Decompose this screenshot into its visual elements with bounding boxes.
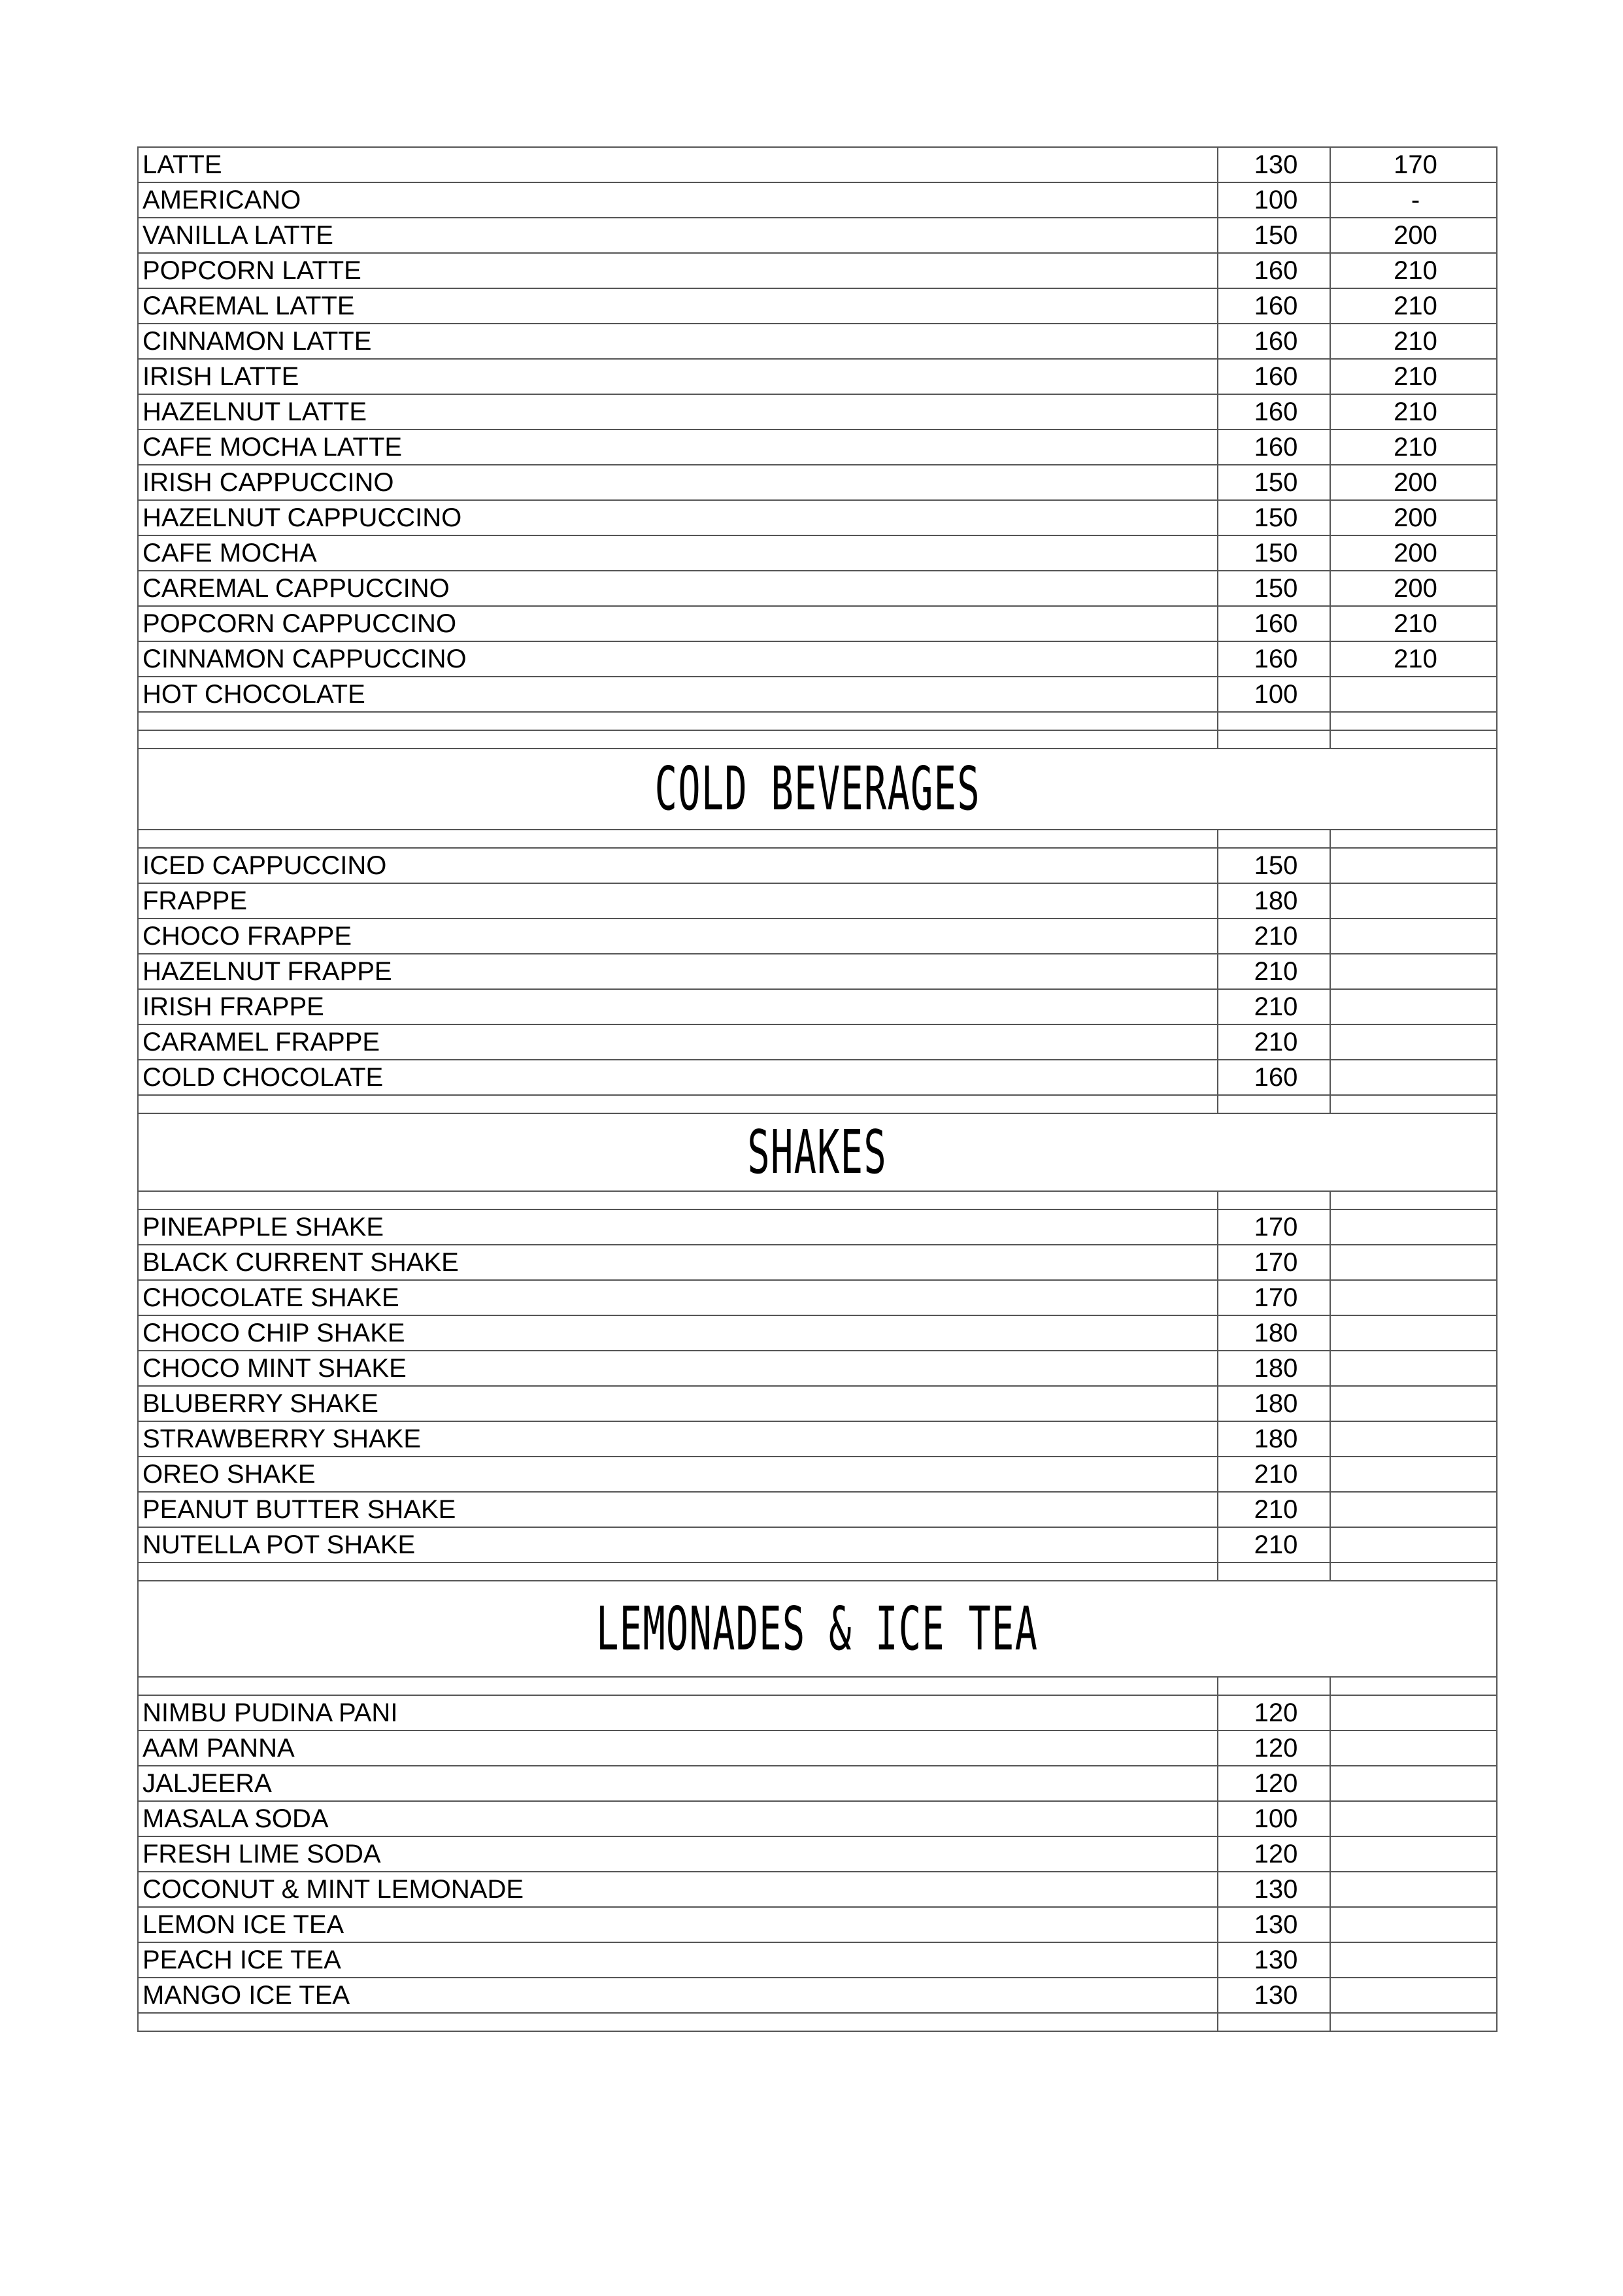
item-price-regular: 160 xyxy=(1218,253,1330,288)
item-price-regular: 160 xyxy=(1218,359,1330,394)
item-price-large: 200 xyxy=(1330,218,1497,253)
item-price: 170 xyxy=(1218,1245,1330,1280)
menu-row xyxy=(138,1457,1497,1492)
section-heading-cell xyxy=(138,1113,1497,1191)
item-price-regular: 160 xyxy=(1218,606,1330,641)
menu-row xyxy=(138,1801,1497,1836)
item-price-regular: 100 xyxy=(1218,677,1330,712)
item-price-regular: 150 xyxy=(1218,218,1330,253)
item-price: 170 xyxy=(1218,1280,1330,1315)
item-price-large: 210 xyxy=(1330,253,1497,288)
menu-row xyxy=(138,1836,1497,1872)
menu-row xyxy=(138,1730,1497,1766)
item-price-regular: 100 xyxy=(1218,182,1330,218)
menu-row xyxy=(138,535,1497,571)
menu-row xyxy=(138,1978,1497,2013)
menu-row xyxy=(138,1942,1497,1978)
item-price: 180 xyxy=(1218,1351,1330,1386)
menu-row xyxy=(138,606,1497,641)
section-heading-shakes: SHAKES xyxy=(747,1117,888,1187)
menu-row xyxy=(138,919,1497,954)
item-price: 120 xyxy=(1218,1695,1330,1730)
menu-row xyxy=(138,1280,1497,1315)
empty-row xyxy=(138,830,1497,848)
item-price-large xyxy=(1330,677,1497,712)
item-name: POPCORN LATTE xyxy=(138,253,1218,288)
item-price: 130 xyxy=(1218,1872,1330,1907)
item-price: 180 xyxy=(1218,883,1330,919)
empty-row xyxy=(138,1677,1497,1695)
item-name: VANILLA LATTE xyxy=(138,218,1218,253)
item-name: HOT CHOCOLATE xyxy=(138,677,1218,712)
item-price-regular: 160 xyxy=(1218,430,1330,465)
menu-row xyxy=(138,394,1497,430)
item-name: PEANUT BUTTER SHAKE xyxy=(138,1492,1218,1527)
item-name: IRISH CAPPUCCINO xyxy=(138,465,1218,500)
item-name: IRISH LATTE xyxy=(138,359,1218,394)
menu-row xyxy=(138,1421,1497,1457)
menu-table-body xyxy=(138,147,1497,2031)
item-name: LATTE xyxy=(138,147,1218,182)
item-price-regular: 160 xyxy=(1218,394,1330,430)
item-name: LEMON ICE TEA xyxy=(138,1907,1218,1942)
item-price: 130 xyxy=(1218,1942,1330,1978)
empty-row xyxy=(138,1191,1497,1209)
item-name: CAREMAL LATTE xyxy=(138,288,1218,324)
item-price: 180 xyxy=(1218,1386,1330,1421)
item-name: CHOCO FRAPPE xyxy=(138,919,1218,954)
menu-row xyxy=(138,1766,1497,1801)
item-name: NIMBU PUDINA PANI xyxy=(138,1695,1218,1730)
item-price-regular: 160 xyxy=(1218,641,1330,677)
menu-row xyxy=(138,641,1497,677)
menu-row xyxy=(138,430,1497,465)
menu-row xyxy=(138,1060,1497,1095)
item-name: MANGO ICE TEA xyxy=(138,1978,1218,2013)
item-name: HAZELNUT FRAPPE xyxy=(138,954,1218,989)
item-price-large: 210 xyxy=(1330,641,1497,677)
item-price: 210 xyxy=(1218,954,1330,989)
item-price-regular: 150 xyxy=(1218,465,1330,500)
section-heading-cold-beverages: COLD BEVERAGES xyxy=(654,754,980,824)
empty-row xyxy=(138,1562,1497,1581)
item-name: OREO SHAKE xyxy=(138,1457,1218,1492)
item-name: CHOCO CHIP SHAKE xyxy=(138,1315,1218,1351)
item-name: FRAPPE xyxy=(138,883,1218,919)
menu-row xyxy=(138,1315,1497,1351)
menu-row xyxy=(138,1386,1497,1421)
item-price: 120 xyxy=(1218,1766,1330,1801)
item-price: 180 xyxy=(1218,1315,1330,1351)
menu-row xyxy=(138,288,1497,324)
item-price: 210 xyxy=(1218,1527,1330,1562)
item-price: 210 xyxy=(1218,919,1330,954)
menu-row xyxy=(138,218,1497,253)
item-name: JALJEERA xyxy=(138,1766,1218,1801)
item-price-large: 200 xyxy=(1330,535,1497,571)
item-price-regular: 150 xyxy=(1218,571,1330,606)
item-name: PINEAPPLE SHAKE xyxy=(138,1209,1218,1245)
item-name: AMERICANO xyxy=(138,182,1218,218)
menu-row xyxy=(138,1695,1497,1730)
menu-row xyxy=(138,500,1497,535)
item-name: FRESH LIME SODA xyxy=(138,1836,1218,1872)
item-price-large: 170 xyxy=(1330,147,1497,182)
item-price-large: 210 xyxy=(1330,606,1497,641)
item-price-large: 210 xyxy=(1330,430,1497,465)
item-name: ICED CAPPUCCINO xyxy=(138,848,1218,883)
item-price-regular: 130 xyxy=(1218,147,1330,182)
item-name: CINNAMON CAPPUCCINO xyxy=(138,641,1218,677)
menu-row xyxy=(138,677,1497,712)
item-price-regular: 150 xyxy=(1218,535,1330,571)
item-name: AAM PANNA xyxy=(138,1730,1218,1766)
item-name: NUTELLA POT SHAKE xyxy=(138,1527,1218,1562)
item-price: 180 xyxy=(1218,1421,1330,1457)
item-price-large: 200 xyxy=(1330,465,1497,500)
menu-row xyxy=(138,571,1497,606)
section-heading-lemonades: LEMONADES & ICE TEA xyxy=(596,1593,1039,1664)
item-price: 160 xyxy=(1218,1060,1330,1095)
item-price-large: 210 xyxy=(1330,288,1497,324)
menu-row xyxy=(138,253,1497,288)
item-price-large: - xyxy=(1330,182,1497,218)
menu-row xyxy=(138,1872,1497,1907)
item-name: PEACH ICE TEA xyxy=(138,1942,1218,1978)
item-price: 210 xyxy=(1218,1492,1330,1527)
item-name: HAZELNUT CAPPUCCINO xyxy=(138,500,1218,535)
item-name: HAZELNUT LATTE xyxy=(138,394,1218,430)
item-name: CAREMAL CAPPUCCINO xyxy=(138,571,1218,606)
empty-row xyxy=(138,712,1497,730)
item-name: COLD CHOCOLATE xyxy=(138,1060,1218,1095)
item-name: BLACK CURRENT SHAKE xyxy=(138,1245,1218,1280)
item-price-large: 210 xyxy=(1330,359,1497,394)
menu-row xyxy=(138,848,1497,883)
item-name: COCONUT & MINT LEMONADE xyxy=(138,1872,1218,1907)
menu-row xyxy=(138,1527,1497,1562)
menu-row xyxy=(138,1907,1497,1942)
item-name: CAFE MOCHA xyxy=(138,535,1218,571)
menu-row xyxy=(138,359,1497,394)
item-price-large: 200 xyxy=(1330,571,1497,606)
item-name: CINNAMON LATTE xyxy=(138,324,1218,359)
section-heading-row xyxy=(138,749,1497,830)
item-price: 100 xyxy=(1218,1801,1330,1836)
item-price-regular: 160 xyxy=(1218,324,1330,359)
item-price: 210 xyxy=(1218,1457,1330,1492)
item-name: MASALA SODA xyxy=(138,1801,1218,1836)
section-heading-row xyxy=(138,1581,1497,1677)
section-heading-cell xyxy=(138,1581,1497,1677)
menu-row xyxy=(138,324,1497,359)
menu-row xyxy=(138,1351,1497,1386)
item-name: CHOCO MINT SHAKE xyxy=(138,1351,1218,1386)
empty-row xyxy=(138,730,1497,749)
menu-row xyxy=(138,1245,1497,1280)
item-name: CHOCOLATE SHAKE xyxy=(138,1280,1218,1315)
item-price: 210 xyxy=(1218,989,1330,1024)
menu-table xyxy=(137,146,1498,2032)
menu-row xyxy=(138,989,1497,1024)
menu-row xyxy=(138,465,1497,500)
item-price: 170 xyxy=(1218,1209,1330,1245)
item-name: CARAMEL FRAPPE xyxy=(138,1024,1218,1060)
item-price: 130 xyxy=(1218,1907,1330,1942)
item-name: BLUBERRY SHAKE xyxy=(138,1386,1218,1421)
empty-row xyxy=(138,2013,1497,2031)
menu-row xyxy=(138,954,1497,989)
item-price-regular: 150 xyxy=(1218,500,1330,535)
item-name: IRISH FRAPPE xyxy=(138,989,1218,1024)
menu-row xyxy=(138,1209,1497,1245)
section-heading-cell xyxy=(138,749,1497,830)
item-price-regular: 160 xyxy=(1218,288,1330,324)
item-price: 210 xyxy=(1218,1024,1330,1060)
item-price: 120 xyxy=(1218,1730,1330,1766)
empty-row xyxy=(138,1095,1497,1113)
item-name: POPCORN CAPPUCCINO xyxy=(138,606,1218,641)
item-price-large: 210 xyxy=(1330,324,1497,359)
item-price-large: 200 xyxy=(1330,500,1497,535)
item-name: STRAWBERRY SHAKE xyxy=(138,1421,1218,1457)
item-price: 120 xyxy=(1218,1836,1330,1872)
item-price-large: 210 xyxy=(1330,394,1497,430)
menu-row xyxy=(138,182,1497,218)
menu-row xyxy=(138,1024,1497,1060)
item-name: CAFE MOCHA LATTE xyxy=(138,430,1218,465)
menu-row xyxy=(138,883,1497,919)
section-heading-row xyxy=(138,1113,1497,1191)
menu-row xyxy=(138,147,1497,182)
item-price: 150 xyxy=(1218,848,1330,883)
item-price: 130 xyxy=(1218,1978,1330,2013)
menu-row xyxy=(138,1492,1497,1527)
